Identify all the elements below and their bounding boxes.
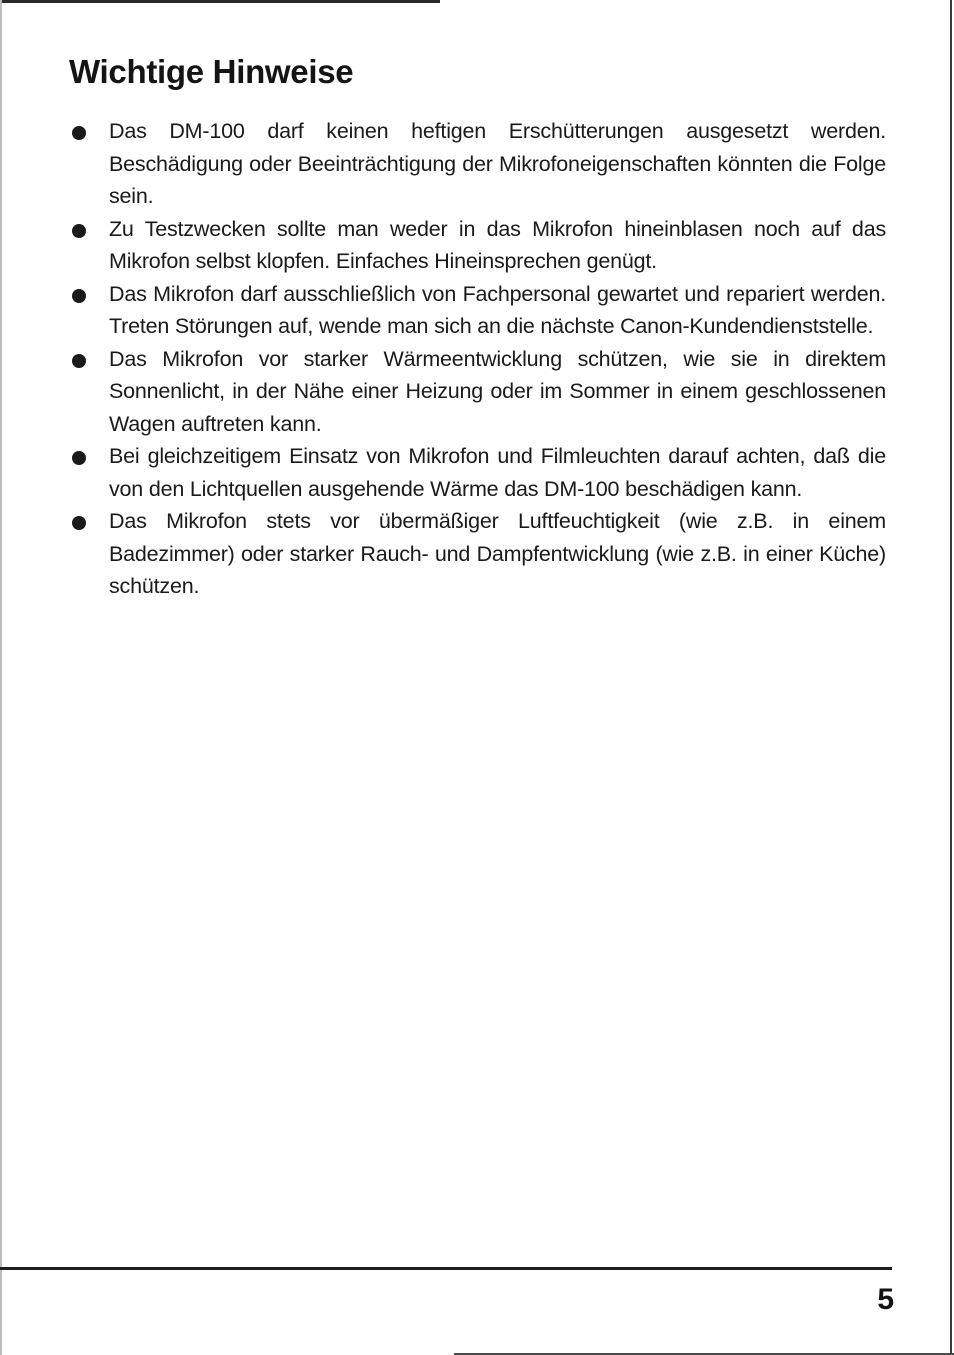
hint-list xyxy=(0,115,954,603)
bullet-icon xyxy=(72,126,86,140)
hint-text: Zu Testzwecken sollte man weder in das Mikrofon hineinblasen noch auf das Mikrofon selbst klopfen. Einfaches Hineinsprechen genügt. xyxy=(109,216,886,273)
hint-item xyxy=(0,115,886,213)
footer-rule xyxy=(0,1267,892,1270)
hint-text: Das Mikrofon stets vor übermäßiger Luftfeuchtigkeit (wie z.B. in einem Badezimmer) oder starker Rauch- und Dampfentwicklung (wie z.B. in einer Küche) schützen. xyxy=(109,509,886,598)
hint-text: Das Mikrofon darf ausschließlich von Fachpersonal gewartet und repariert werden. Treten Störungen auf, wende man sich an die nächste Canon-Kundendienststelle. xyxy=(109,281,886,338)
hint-text: Bei gleichzeitigem Einsatz von Mikrofon und Filmleuchten darauf achten, daß die von den Lichtquellen ausgehende Wärme das DM-100 beschädigen kann. xyxy=(109,444,886,501)
hint-item xyxy=(0,343,886,441)
bullet-icon xyxy=(72,224,86,238)
hint-item xyxy=(0,505,886,603)
bullet-icon xyxy=(72,516,86,530)
page-number: 5 xyxy=(877,1283,894,1316)
bullet-icon xyxy=(72,354,86,368)
hint-item xyxy=(0,278,886,343)
page-title: Wichtige Hinweise xyxy=(69,53,354,90)
bullet-icon xyxy=(72,289,86,303)
hint-item xyxy=(0,213,886,278)
hint-text: Das Mikrofon vor starker Wärmeentwicklung schützen, wie sie in direktem Sonnenlicht, in der Nähe einer Heizung oder im Sommer in einem geschlossenen Wagen auftreten kann. xyxy=(109,346,886,436)
hint-text: Das DM-100 darf keinen heftigen Erschütterungen ausgesetzt werden. Beschädigung oder Beeinträchtigung der Mikrofoneigenschaften könnten die Folge sein. xyxy=(109,119,886,208)
bullet-icon xyxy=(72,451,86,465)
scan-edge-top xyxy=(0,0,440,3)
hint-item xyxy=(0,440,886,505)
